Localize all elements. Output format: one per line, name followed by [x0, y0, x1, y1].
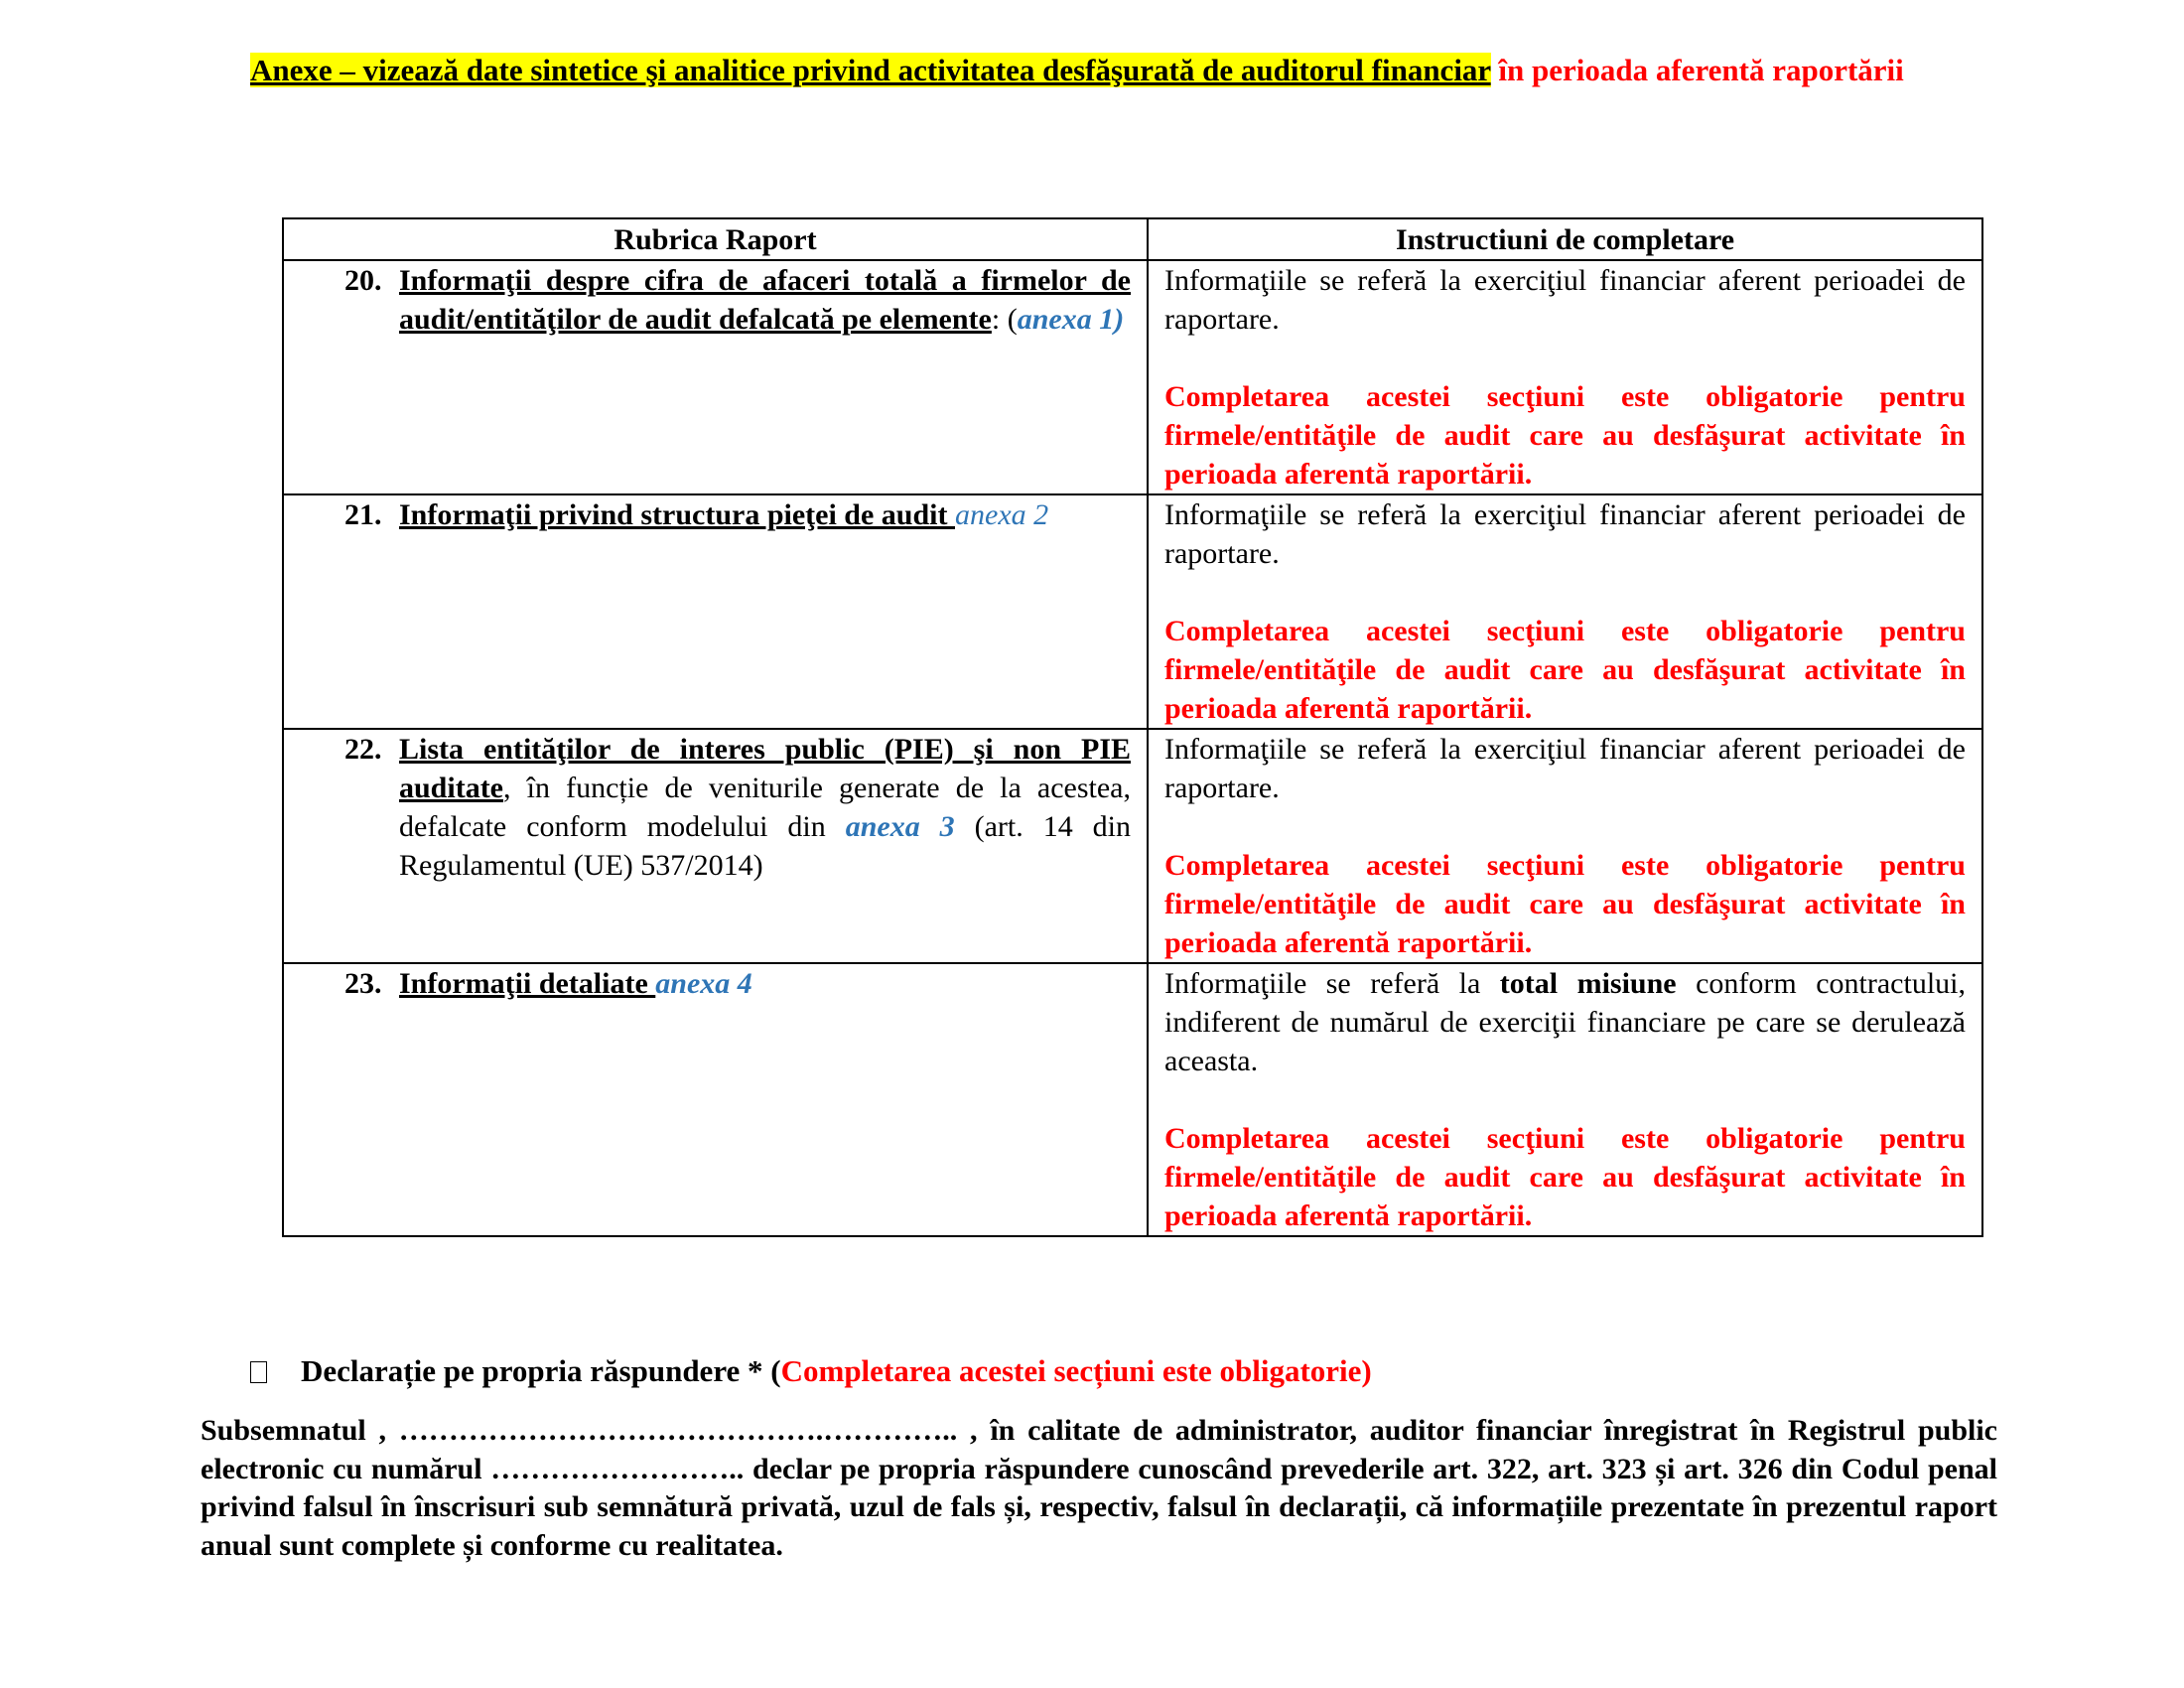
table-row: [283, 963, 1982, 1236]
instruction-cell: [1148, 260, 1982, 494]
table-header-row: [283, 218, 1982, 260]
item-title: Informaţii despre cifra de afaceri totală a firmelor de audit/entităţilor de audit defalcată pe elemente: [399, 264, 1131, 336]
report-sections-table: [282, 217, 1983, 1237]
declaration-title: Declarație pe propria răspundere * (: [301, 1353, 781, 1388]
total-misiune-text: total misiune: [1499, 967, 1677, 1000]
annex-intro-paragraph: [201, 50, 1997, 91]
item-number: 23.: [344, 967, 382, 1000]
obligation-text: Completarea acestei secţiuni este obligatorie pentru firmele/entităţile de audit care au desfăşurat activitate în perioada aferentă raportării.: [1164, 849, 1966, 959]
annex-link[interactable]: anexa 3: [845, 810, 955, 843]
instruction-text: Informaţiile se referă la total misiune conform contractului, indiferent de numărul de exerciţii financiare pe care se derulează aceasta.: [1164, 967, 1966, 1077]
item-text: , în funcție de veniturile generate de la acestea, defalcate conform modelului din: [399, 772, 1131, 843]
column-header-rubrica: Rubrica Raport: [283, 218, 1148, 260]
table-row: [283, 260, 1982, 494]
table-row: [283, 729, 1982, 963]
intro-red-text: în perioada aferentă raportării: [1490, 53, 1904, 87]
instruction-cell: [1148, 494, 1982, 729]
checkbox-icon[interactable]: [250, 1361, 267, 1383]
instruction-cell: [1148, 963, 1982, 1236]
instruction-cell: [1148, 729, 1982, 963]
annex-link[interactable]: anexa 2: [955, 498, 1049, 531]
obligation-text: Completarea acestei secţiuni este obligatorie pentru firmele/entităţile de audit care au desfăşurat activitate în perioada aferentă raportării.: [1164, 615, 1966, 725]
obligation-text: Completarea acestei secţiuni este obligatorie pentru firmele/entităţile de audit care au desfăşurat activitate în perioada aferentă raportării.: [1164, 1122, 1966, 1232]
item-title: Informaţii privind structura pieţei de audit: [399, 498, 955, 531]
declaration-obligation: Completarea acestei secțiuni este obligatorie): [780, 1353, 1372, 1388]
rubrica-cell: [283, 963, 1148, 1236]
declaration-heading: [250, 1350, 1987, 1392]
item-number: 20.: [344, 264, 382, 297]
obligation-text: Completarea acestei secţiuni este obligatorie pentru firmele/entităţile de audit care au desfăşurat activitate în perioada aferentă raportării.: [1164, 380, 1966, 491]
instruction-text: Informaţiile se referă la exerciţiul financiar aferent perioadei de raportare.: [1164, 733, 1966, 804]
item-text: : (: [991, 303, 1018, 336]
instruction-text: Informaţiile se referă la exerciţiul financiar aferent perioadei de raportare.: [1164, 264, 1966, 336]
declaration-body: Subsemnatul , …………………………………….………….. , în calitate de administrator, auditor financiar înregistrat în Registrul public electronic cu numărul …………………….. declar pe propria răspundere cunoscând prevederile art. 322, art. 323 și art. 326 din Codul penal privind falsul în înscrisuri sub semnătură privată, uzul de fals și, respectiv, falsul în declarații, că informațiile prezentate în prezentul raport anual sunt complete și conforme cu realitatea.: [201, 1414, 1997, 1562]
item-number: 22.: [344, 733, 382, 766]
intro-highlighted-text: Anexe – vizează date sintetice şi analitice privind activitatea desfăşurată de auditorul financiar: [250, 53, 1491, 87]
table-row: [283, 494, 1982, 729]
item-title: Lista entităţilor de interes public (PIE) şi non PIE auditate: [399, 733, 1131, 804]
item-title: Informaţii detaliate: [399, 967, 656, 1000]
rubrica-cell: [283, 729, 1148, 963]
rubrica-cell: [283, 494, 1148, 729]
annex-link[interactable]: anexa 4: [655, 967, 752, 1000]
rubrica-cell: [283, 260, 1148, 494]
annex-link[interactable]: anexa 1): [1017, 303, 1125, 336]
instruction-text: Informaţiile se referă la exerciţiul financiar aferent perioadei de raportare.: [1164, 498, 1966, 570]
item-reference: (art. 14 din Regulamentul (UE) 537/2014): [399, 810, 1132, 882]
item-number: 21.: [344, 498, 382, 531]
column-header-instructiuni: Instructiuni de completare: [1148, 218, 1982, 260]
